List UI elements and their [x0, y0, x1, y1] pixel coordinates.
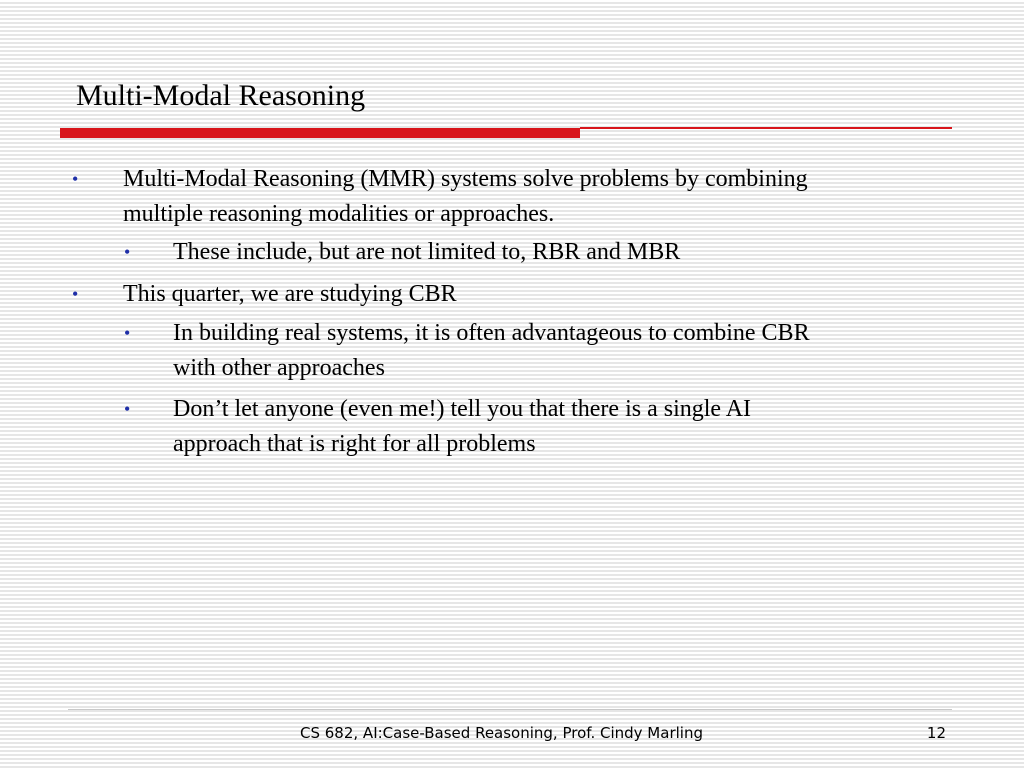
bullet-marker: • [124, 242, 131, 262]
bullet-marker: • [72, 169, 79, 189]
bullet-text-line: with other approaches [173, 355, 385, 381]
bullet-text-line: Multi-Modal Reasoning (MMR) systems solve problems by combining [123, 166, 808, 192]
bullet-text-line: multiple reasoning modalities or approaches. [123, 201, 555, 227]
bullet-text-line: These include, but are not limited to, RBR and MBR [173, 239, 681, 265]
footer-text: CS 682, AI:Case-Based Reasoning, Prof. Cindy Marling [300, 724, 703, 742]
footer-divider [68, 709, 952, 710]
bullet-text-line: Don’t let anyone (even me!) tell you that there is a single AI [173, 396, 752, 422]
bullet-text-line: This quarter, we are studying CBR [123, 281, 457, 307]
title-underline-thin [580, 127, 952, 129]
bullet-marker: • [72, 284, 79, 304]
bullet-text-line: In building real systems, it is often advantageous to combine CBR [173, 320, 810, 346]
page-number: 12 [926, 724, 946, 742]
bullet-text-line: approach that is right for all problems [173, 431, 536, 457]
slide-title: Multi-Modal Reasoning [76, 79, 366, 112]
bullet-marker: • [124, 323, 131, 343]
bullet-marker: • [124, 399, 131, 419]
title-underline-thick [60, 128, 580, 138]
